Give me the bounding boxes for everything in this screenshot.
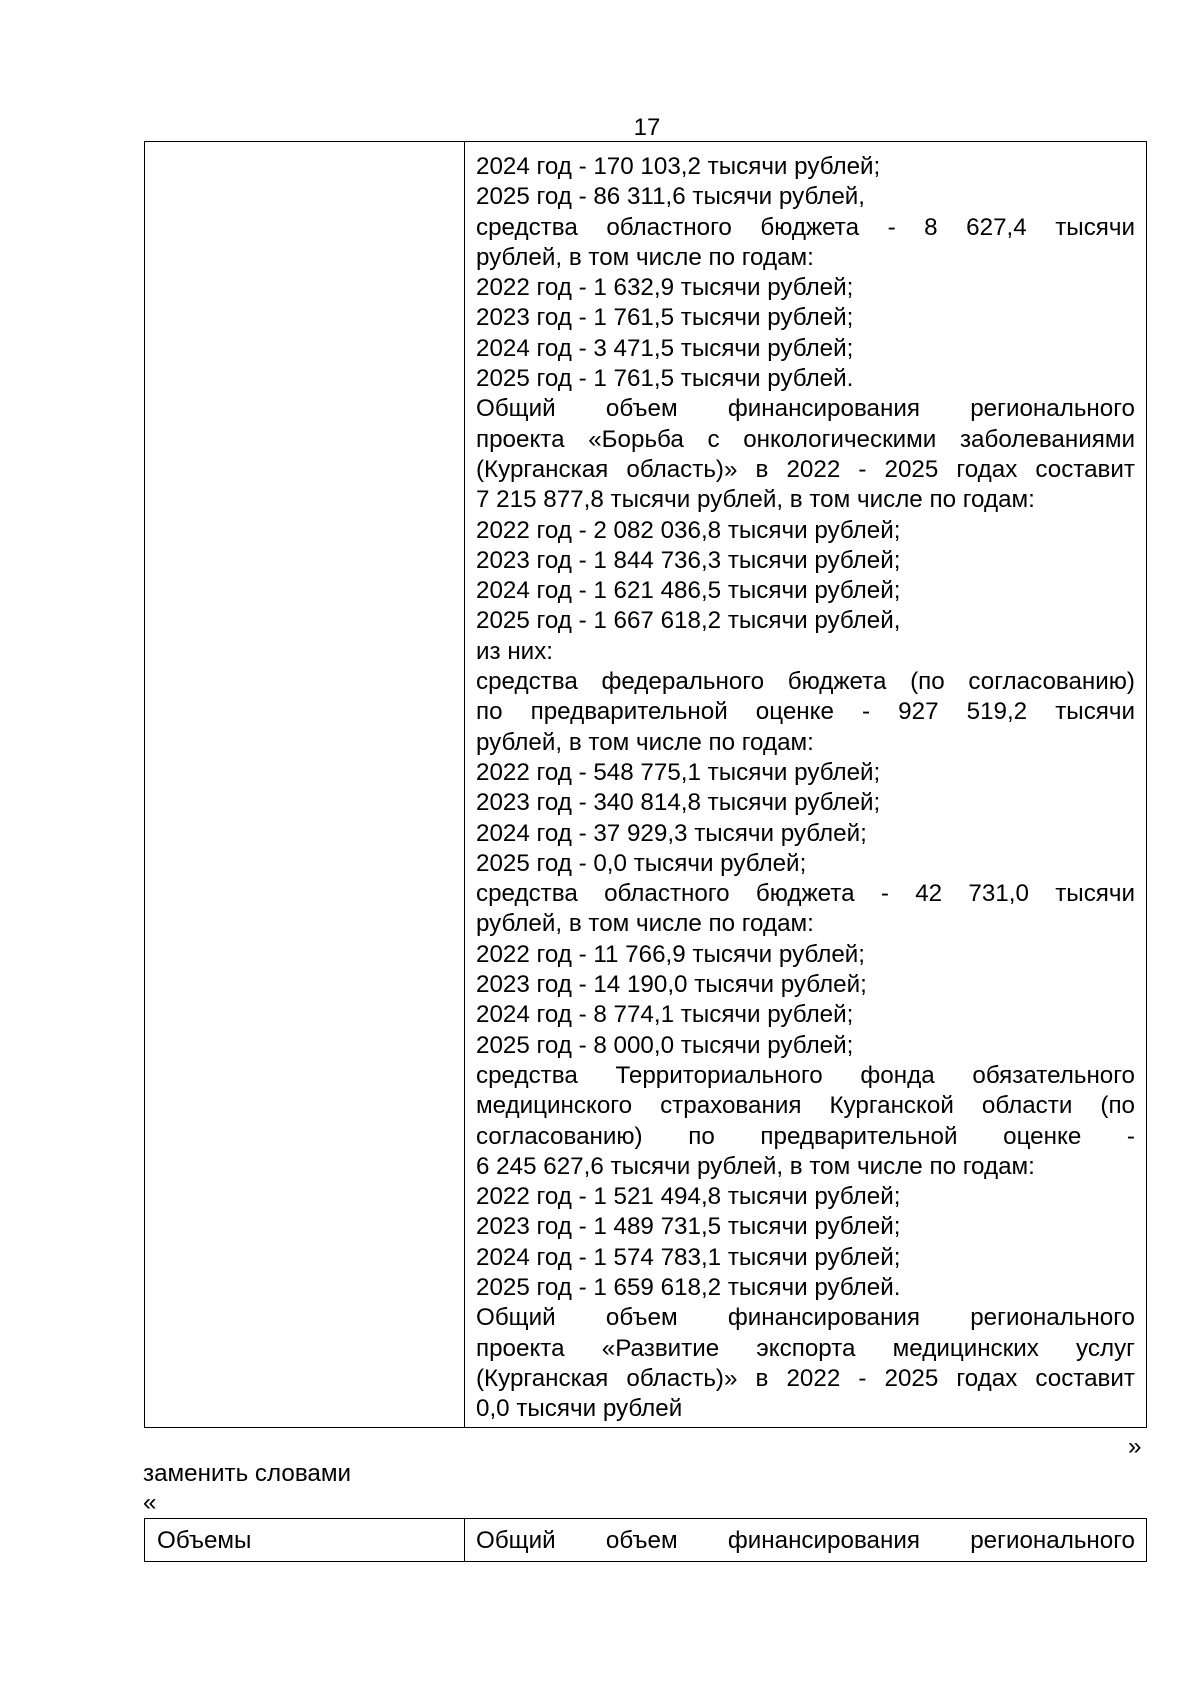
- text-line: Общий объем финансирования регионального: [476, 1304, 1135, 1332]
- text-line: средства федерального бюджета (по согласованию): [476, 668, 1135, 696]
- text-line: 2024 год - 3 471,5 тысячи рублей;: [476, 334, 854, 362]
- text-line: рублей, в том числе по годам:: [476, 728, 814, 756]
- opening-quote: «: [143, 1489, 157, 1516]
- text-line: 2022 год - 11 766,9 тысячи рублей;: [476, 940, 866, 968]
- text-line: 2024 год - 37 929,3 тысячи рублей;: [476, 819, 867, 847]
- text-line: Общий объем финансирования регионального: [476, 395, 1135, 423]
- replacement-table: [144, 1518, 1147, 1562]
- text-line: 2024 год - 1 621 486,5 тысячи рублей;: [476, 577, 901, 605]
- budget-table: [144, 141, 1147, 1428]
- text-line: из них:: [476, 637, 554, 665]
- text-line: 2024 год - 8 774,1 тысячи рублей;: [476, 1001, 854, 1029]
- text-line: 6 245 627,6 тысячи рублей, в том числе по годам:: [476, 1152, 1035, 1180]
- replace-instruction: заменить словами: [143, 1460, 351, 1487]
- text-line: 2022 год - 548 775,1 тысячи рублей;: [476, 758, 881, 786]
- text-line: средства областного бюджета - 42 731,0 тысячи: [476, 880, 1135, 908]
- text-line: 2022 год - 1 632,9 тысячи рублей;: [476, 274, 854, 302]
- text-line: 2025 год - 86 311,6 тысячи рублей,: [476, 183, 866, 211]
- text-line: 2023 год - 1 761,5 тысячи рублей;: [476, 304, 854, 332]
- text-line: 2024 год - 170 103,2 тысячи рублей;: [476, 153, 881, 180]
- text-line: рублей, в том числе по годам:: [476, 910, 814, 938]
- text-line: медицинского страхования Курганской области (по: [476, 1092, 1135, 1120]
- text-line: по предварительной оценке - 927 519,2 тысячи: [476, 698, 1135, 726]
- text-line: 2025 год - 8 000,0 тысячи рублей;: [476, 1031, 854, 1059]
- text-line: 2023 год - 1 489 731,5 тысячи рублей;: [476, 1213, 901, 1241]
- text-line: 0,0 тысячи рублей: [476, 1395, 683, 1423]
- table-left-cell: [145, 142, 465, 1427]
- text-line: рублей, в том числе по годам:: [476, 243, 814, 271]
- text-line: (Курганская область)» в 2022 - 2025 годах составит: [476, 455, 1135, 483]
- text-line: 7 215 877,8 тысячи рублей, в том числе по годам:: [476, 486, 1035, 514]
- text-line: 2023 год - 14 190,0 тысячи рублей;: [476, 971, 867, 999]
- page-number: 17: [633, 114, 661, 141]
- replacement-left-cell: [145, 1519, 465, 1561]
- text-line: согласованию) по предварительной оценке -: [476, 1122, 1135, 1150]
- replacement-right-cell: [465, 1519, 1146, 1561]
- replacement-right-line: Общий объем финансирования регионального: [476, 1527, 1135, 1554]
- text-line: проекта «Борьба с онкологическими заболеваниями: [476, 425, 1135, 453]
- text-line: 2022 год - 1 521 494,8 тысячи рублей;: [476, 1183, 901, 1211]
- text-line: средства Территориального фонда обязательного: [476, 1061, 1135, 1089]
- text-line: 2024 год - 1 574 783,1 тысячи рублей;: [476, 1243, 901, 1271]
- text-line: 2023 год - 340 814,8 тысячи рублей;: [476, 789, 881, 817]
- table-right-cell: [465, 142, 1146, 1427]
- text-line: 2025 год - 1 667 618,2 тысячи рублей,: [476, 607, 901, 635]
- text-line: средства областного бюджета - 8 627,4 тысячи: [476, 213, 1135, 241]
- text-line: проекта «Развитие экспорта медицинских услуг: [476, 1334, 1135, 1362]
- text-line: 2025 год - 0,0 тысячи рублей;: [476, 849, 807, 877]
- text-line: 2025 год - 1 659 618,2 тысячи рублей.: [476, 1273, 901, 1301]
- text-line: (Курганская область)» в 2022 - 2025 годах составит: [476, 1364, 1135, 1392]
- closing-quote: »: [1128, 1433, 1142, 1460]
- text-line: 2022 год - 2 082 036,8 тысячи рублей;: [476, 516, 901, 544]
- volumes-label: Объемы: [157, 1527, 252, 1554]
- text-line: 2025 год - 1 761,5 тысячи рублей.: [476, 365, 854, 393]
- text-line: 2023 год - 1 844 736,3 тысячи рублей;: [476, 546, 901, 574]
